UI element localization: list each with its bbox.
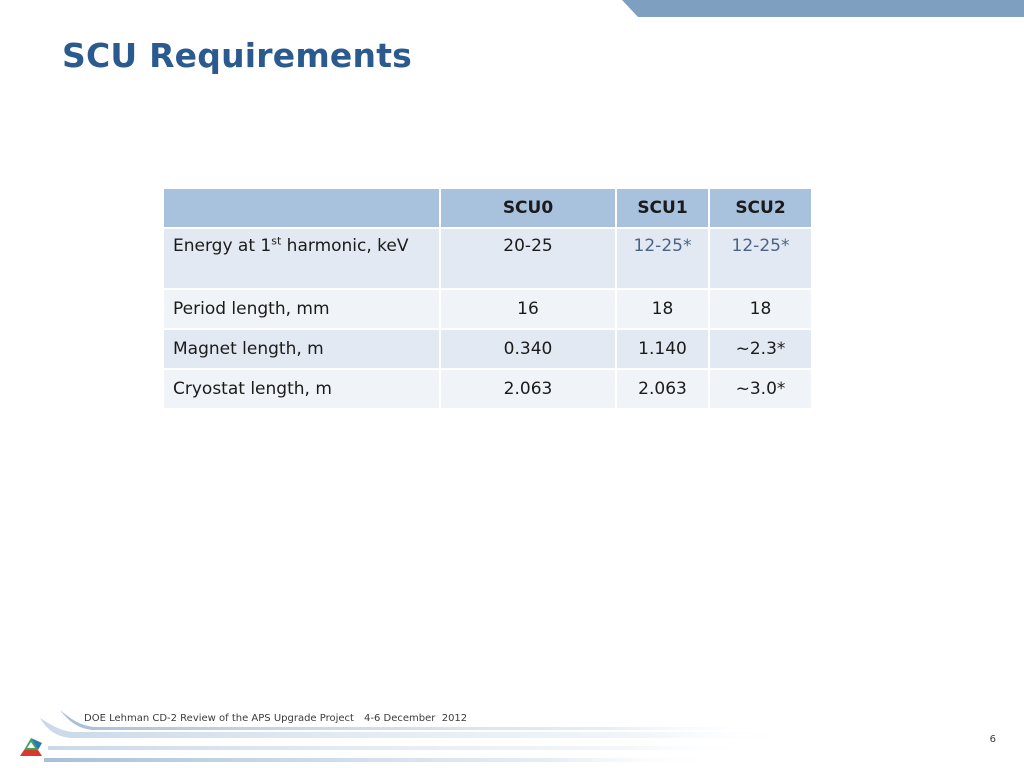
row-label-energy-text: Energy at 1 bbox=[173, 236, 272, 256]
table-cell: 18 bbox=[616, 289, 709, 329]
row-label-cryostat: Cryostat length, m bbox=[163, 369, 440, 409]
table-row bbox=[163, 369, 812, 409]
table-cell: 12-25* bbox=[616, 228, 709, 289]
table-cell: 0.340 bbox=[440, 329, 616, 369]
row-label-energy-superscript: st bbox=[271, 234, 282, 248]
footer-text bbox=[84, 713, 467, 724]
table-row bbox=[163, 329, 812, 369]
table-header-scu2: SCU2 bbox=[709, 188, 812, 228]
table-header-scu0: SCU0 bbox=[440, 188, 616, 228]
requirements-table bbox=[162, 187, 813, 410]
top-decorative-band bbox=[0, 0, 1024, 20]
row-label-energy bbox=[163, 228, 440, 289]
table-cell: 2.063 bbox=[616, 369, 709, 409]
footer-project-name: DOE Lehman CD-2 Review of the APS Upgrade Project bbox=[84, 713, 354, 724]
table-cell: 18 bbox=[709, 289, 812, 329]
table-row bbox=[163, 228, 812, 289]
argonne-triangle-logo-icon bbox=[20, 738, 42, 756]
page-number: 6 bbox=[989, 734, 996, 745]
footer-dates: 4-6 December 2012 bbox=[363, 713, 468, 724]
table-cell: 16 bbox=[440, 289, 616, 329]
table-header-corner bbox=[163, 188, 440, 228]
table-cell: ~3.0* bbox=[709, 369, 812, 409]
table-cell: 1.140 bbox=[616, 329, 709, 369]
table-header-row bbox=[163, 188, 812, 228]
row-label-period: Period length, mm bbox=[163, 289, 440, 329]
row-label-magnet: Magnet length, m bbox=[163, 329, 440, 369]
table-cell: ~2.3* bbox=[709, 329, 812, 369]
table-cell: 20-25 bbox=[440, 228, 616, 289]
row-label-energy-text-end: harmonic, keV bbox=[281, 236, 409, 256]
table-header-scu1: SCU1 bbox=[616, 188, 709, 228]
table-cell: 2.063 bbox=[440, 369, 616, 409]
page-title: SCU Requirements bbox=[62, 36, 413, 75]
table-cell: 12-25* bbox=[709, 228, 812, 289]
table-row bbox=[163, 289, 812, 329]
